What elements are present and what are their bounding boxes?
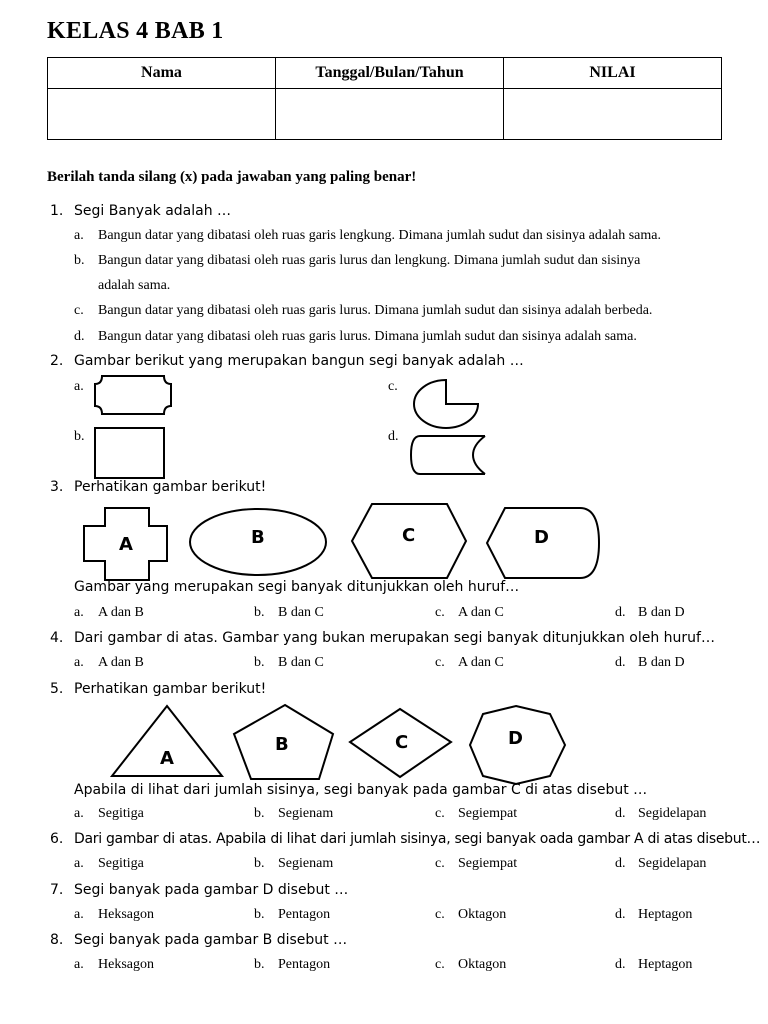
q5-c-letter: c. [435,806,445,821]
q7-option-d[interactable]: Heptagon [638,907,693,922]
q7-option-c[interactable]: Oktagon [458,907,507,922]
q3-option-d[interactable]: B dan D [638,605,685,620]
q2-shape-b [95,428,164,478]
q1-c-letter: c. [74,303,84,318]
q2-number: 2. [50,353,64,369]
q1-d-text[interactable]: Bangun datar yang dibatasi oleh ruas garis lurus. Dimana jumlah sudut dan sisinya adalah sama. [98,329,637,344]
q5-b-letter: b. [254,806,265,821]
q7-a-letter: a. [74,907,84,922]
q3-label-c: C [402,525,416,546]
q2-shape-a [95,376,171,414]
q3-option-b[interactable]: B dan C [278,605,324,620]
q8-text: Segi banyak pada gambar B disebut … [74,932,348,948]
q1-a-text[interactable]: Bangun datar yang dibatasi oleh ruas garis lengkung. Dimana jumlah sudut dan sisinya adalah sama. [98,228,661,243]
q2-c-letter[interactable]: c. [388,379,398,394]
q3-label-b: B [251,527,265,548]
q1-a-letter: a. [74,228,84,243]
q6-b-letter: b. [254,856,265,871]
q4-option-c[interactable]: A dan C [458,655,504,670]
q1-b-text[interactable]: Bangun datar yang dibatasi oleh ruas garis lurus dan lengkung. Dimana jumlah sudut dan sisinya [98,253,641,268]
q1-number: 1. [50,203,64,219]
q6-a-letter: a. [74,856,84,871]
q4-option-a[interactable]: A dan B [98,655,144,670]
q2-shape-d [411,436,485,474]
q1-d-letter: d. [74,329,85,344]
q7-text: Segi banyak pada gambar D disebut … [74,882,349,898]
q4-d-letter: d. [615,655,626,670]
q8-option-b[interactable]: Pentagon [278,957,331,972]
q5-label-b: B [275,734,289,755]
q5-d-letter: d. [615,806,626,821]
q4-option-b[interactable]: B dan C [278,655,324,670]
q6-d-letter: d. [615,856,626,871]
q6-option-a[interactable]: Segitiga [98,856,144,871]
instruction: Berilah tanda silang (x) pada jawaban yang paling benar! [47,169,417,185]
q6-option-b[interactable]: Segienam [278,856,334,871]
q4-text: Dari gambar di atas. Gambar yang bukan merupakan segi banyak ditunjukkan oleh huruf… [74,630,715,646]
q2-b-letter[interactable]: b. [74,429,85,444]
q8-number: 8. [50,932,64,948]
q3-label-d: D [534,527,549,548]
header-nama: Nama [48,58,276,89]
q7-option-a[interactable]: Heksagon [98,907,154,922]
q3-question: Gambar yang merupakan segi banyak ditunjukkan oleh huruf… [74,579,520,595]
q7-d-letter: d. [615,907,626,922]
q6-option-d[interactable]: Segidelapan [638,856,707,871]
q5-option-d[interactable]: Segidelapan [638,806,707,821]
q3-option-a[interactable]: A dan B [98,605,144,620]
header-tanggal: Tanggal/Bulan/Tahun [276,58,504,89]
q3-text: Perhatikan gambar berikut! [74,479,267,495]
q5-option-c[interactable]: Segiempat [458,806,518,821]
q3-c-letter: c. [435,605,445,620]
q5-label-d: D [508,728,523,749]
q5-question: Apabila di lihat dari jumlah sisinya, segi banyak pada gambar C di atas disebut … [74,782,648,798]
q5-option-b[interactable]: Segienam [278,806,334,821]
q8-option-d[interactable]: Heptagon [638,957,693,972]
q3-label-a: A [119,534,133,555]
q3-d-letter: d. [615,605,626,620]
q4-c-letter: c. [435,655,445,670]
q2-text: Gambar berikut yang merupakan bangun segi banyak adalah … [74,353,524,369]
q2-a-letter[interactable]: a. [74,379,84,394]
q6-text: Dari gambar di atas. Apabila di lihat dari jumlah sisinya, segi banyak oada gambar A di atas disebut… [74,831,761,847]
q5-a-letter: a. [74,806,84,821]
q8-option-a[interactable]: Heksagon [98,957,154,972]
q4-number: 4. [50,630,64,646]
q8-a-letter: a. [74,957,84,972]
q4-a-letter: a. [74,655,84,670]
q8-c-letter: c. [435,957,445,972]
q4-b-letter: b. [254,655,265,670]
q6-number: 6. [50,831,64,847]
q2-d-letter[interactable]: d. [388,429,399,444]
q8-option-c[interactable]: Oktagon [458,957,507,972]
q5-label-c: C [395,732,409,753]
q5-label-a: A [160,748,174,769]
q2-shape-c [414,380,478,428]
q8-d-letter: d. [615,957,626,972]
q7-b-letter: b. [254,907,265,922]
q5-option-a[interactable]: Segitiga [98,806,144,821]
q7-number: 7. [50,882,64,898]
q4-option-d[interactable]: B dan D [638,655,685,670]
q3-option-c[interactable]: A dan C [458,605,504,620]
q3-b-letter: b. [254,605,265,620]
q1-b-letter: b. [74,253,85,268]
q6-c-letter: c. [435,856,445,871]
q1-text: Segi Banyak adalah … [74,203,232,219]
q3-number: 3. [50,479,64,495]
page-title: KELAS 4 BAB 1 [47,18,224,44]
header-nilai: NILAI [504,58,722,89]
q3-a-letter: a. [74,605,84,620]
q7-c-letter: c. [435,907,445,922]
q6-option-c[interactable]: Segiempat [458,856,518,871]
q5-number: 5. [50,681,64,697]
q1-b-text-cont: adalah sama. [98,278,171,293]
q1-c-text[interactable]: Bangun datar yang dibatasi oleh ruas garis lurus. Dimana jumlah sudut dan sisinya adalah berbeda. [98,303,653,318]
q8-b-letter: b. [254,957,265,972]
q5-text: Perhatikan gambar berikut! [74,681,267,697]
q7-option-b[interactable]: Pentagon [278,907,331,922]
